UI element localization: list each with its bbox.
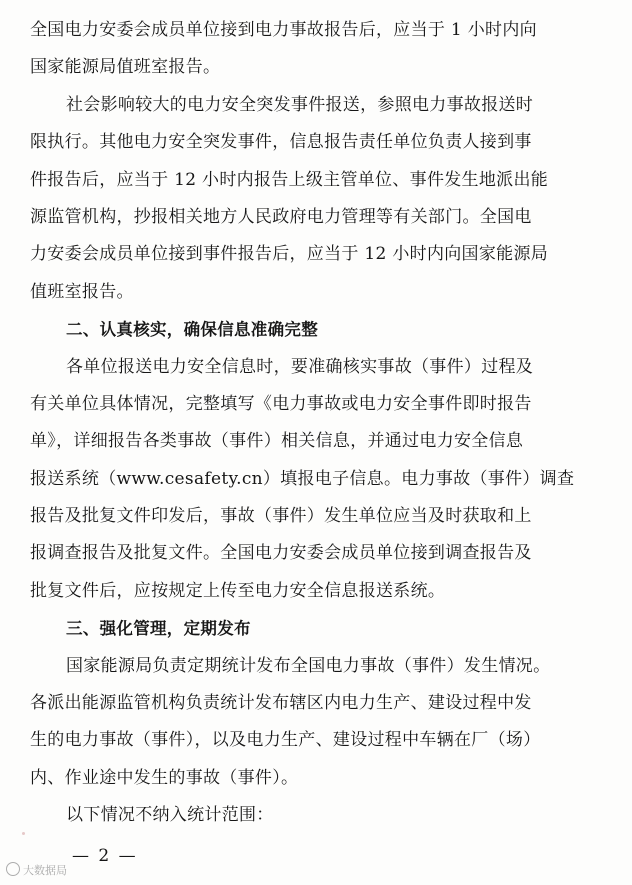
text-line: 报告及批复文件印发后，事故（事件）发生单位应当及时获取和上	[30, 506, 532, 527]
text-line: 全国电力安委会成员单位接到电力事故报告后，应当于 1 小时内向	[30, 20, 537, 40]
text-line: 有关单位具体情况，完整填写《电力事故或电力安全事件即时报告	[30, 393, 532, 414]
watermark	[6, 862, 67, 878]
text-line: 内、作业途中发生的事故（事件）。	[30, 767, 299, 788]
text-line: 以下情况不纳入统计范围：	[66, 805, 274, 826]
page-number: — 2 —	[72, 846, 138, 866]
section-heading: 三、强化管理，定期发布	[66, 619, 251, 639]
text-line: 国家能源局值班室报告。	[30, 57, 221, 78]
text-line: 力安委会成员单位接到事件报告后，应当于 12 小时内向国家能源局	[30, 244, 549, 265]
text-line: 报调查报告及批复文件。全国电力安委会成员单位接到调查报告及	[30, 543, 532, 564]
text-line: 源监管机构，抄报相关地方人民政府电力管理等有关部门。全国电	[30, 206, 532, 227]
text-line: 各派出能源监管机构负责统计发布辖区内电力生产、建设过程中发	[30, 693, 532, 714]
watermark-logo-icon	[6, 862, 20, 876]
text-line: 批复文件后，应按规定上传至电力安全信息报送系统。	[30, 580, 446, 601]
text-line: 限执行。其他电力安全突发事件，信息报告责任单位负责人接到事	[30, 132, 532, 153]
text-line: 值班室报告。	[30, 281, 134, 302]
text-line: 报送系统（www.cesafety.cn）填报电子信息。电力事故（事件）调查	[30, 468, 575, 489]
text-line: 件报告后，应当于 12 小时内报告上级主管单位、事件发生地派出能	[30, 169, 549, 190]
scan-speck	[22, 832, 25, 835]
text-line: 各单位报送电力安全信息时，要准确核实事故（事件）过程及	[66, 356, 534, 377]
text-line: 单》，详细报告各类事故（事件）相关信息，并通过电力安全信息	[30, 431, 524, 452]
text-line: 国家能源局负责定期统计发布全国电力事故（事件）发生情况。	[66, 655, 551, 676]
document-body	[30, 12, 610, 835]
watermark-text: 大数据局	[23, 864, 67, 877]
text-line: 社会影响较大的电力安全突发事件报送，参照电力事故报送时	[66, 94, 534, 115]
text-line: 生的电力事故（事件），以及电力生产、建设过程中车辆在厂（场）	[30, 730, 541, 751]
section-heading: 二、认真核实，确保信息准确完整	[66, 320, 318, 340]
